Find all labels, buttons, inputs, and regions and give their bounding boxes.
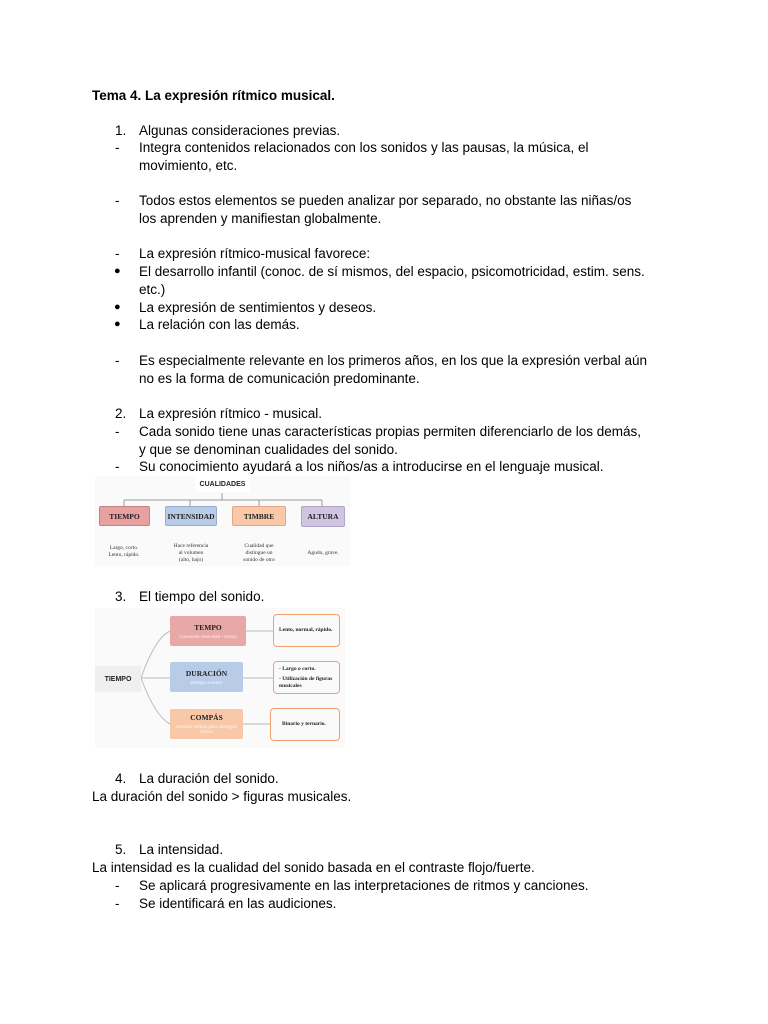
dash-marker: - (115, 140, 120, 155)
duracion-detail-line: musicales (279, 682, 302, 689)
section-3-heading: El tiempo del sonido. (139, 589, 265, 604)
intensidad-desc-line: (alto, bajo) (178, 557, 204, 563)
intensidad-node: INTENSIDAD (165, 506, 217, 526)
timbre-desc-line: distingue un (245, 550, 273, 556)
tiempo-root-node: TIEMPO (95, 666, 141, 692)
tiempo-desc-line: Lento, rápido. (108, 552, 140, 558)
dash-marker: - (115, 896, 120, 911)
duracion-sublabel: (tiempo sonido) (190, 680, 223, 686)
paragraph-line: La duración del sonido > figuras musicales. (92, 789, 352, 804)
qualities-diagram (95, 476, 350, 566)
paragraph-line: Se aplicará progresivamente en las interpretaciones de ritmos y canciones. (139, 878, 589, 893)
compas-label: COMPÁS (190, 713, 223, 722)
tempo-label: TEMPO (194, 622, 222, 632)
dash-marker: - (115, 246, 120, 261)
paragraph-line: los aprenden y manifiestan globalmente. (139, 211, 382, 226)
bullet-text: La relación con las demás. (139, 317, 300, 332)
bullet-text: etc.) (139, 282, 166, 297)
paragraph-line: Cada sonido tiene unas características propias permiten diferenciarlo de los demás, (139, 424, 642, 439)
timbre-desc (230, 543, 288, 564)
paragraph-line: y que se denominan cualidades del sonido. (139, 442, 398, 457)
tempo-sublabel: (variación velocidad - ritmo) (179, 634, 237, 640)
duracion-detail-line: - Utilización de figuras (279, 675, 333, 682)
section-1-number: 1. (115, 123, 127, 138)
duracion-detail-line: - Largo o corto. (279, 665, 316, 672)
bullet-marker: ● (114, 265, 121, 277)
dash-marker: - (115, 353, 120, 368)
compas-detail: Binario y ternario. (282, 721, 326, 727)
tiempo-node: TIEMPO (99, 506, 150, 526)
altura-desc: Agudo, grave. (307, 550, 339, 556)
timbre-desc-line: Cualidad que (244, 543, 274, 549)
section-4-heading: La duración del sonido. (139, 771, 279, 786)
paragraph-line: Se identificará en las audiciones. (139, 896, 337, 911)
section-5-heading: La intensidad. (139, 842, 224, 857)
bullet-text: El desarrollo infantil (conoc. de sí mismos, del espacio, psicomotricidad, estim. sens. (139, 264, 645, 279)
paragraph-line: Su conocimiento ayudará a los niños/as a introducirse en el lenguaje musical. (139, 459, 604, 474)
section-1-heading: Algunas consideraciones previas. (139, 123, 341, 138)
duracion-label: DURACIÓN (185, 668, 228, 678)
section-2-number: 2. (115, 406, 127, 421)
section-4-number: 4. (115, 771, 127, 786)
tiempo-diagram (95, 608, 345, 748)
bullet-marker: ● (114, 301, 121, 313)
paragraph-line: Todos estos elementos se pueden analizar por separado, no obstante las niñas/os (139, 193, 632, 208)
tiempo-desc-line: Largo, corto. (109, 545, 139, 551)
section-2-heading: La expresión rítmico - musical. (139, 406, 323, 421)
paragraph-line: La intensidad es la cualidad del sonido basada en el contraste flojo/fuerte. (92, 860, 535, 875)
compas-node (170, 709, 243, 739)
dash-marker: - (115, 878, 120, 893)
section-3-number: 3. (115, 589, 127, 604)
qualities-root-node: CUALIDADES (195, 476, 250, 492)
bullet-text: La expresión de sentimientos y deseos. (139, 300, 377, 315)
duracion-node (170, 662, 243, 692)
compas-detail-box (270, 708, 340, 741)
duracion-detail-box (273, 661, 340, 694)
paragraph-line: La expresión rítmico-musical favorece: (139, 246, 371, 261)
tempo-node (170, 616, 246, 646)
paragraph-line: Integra contenidos relacionados con los sonidos y las pausas, la música, el (139, 140, 589, 155)
tempo-detail: Lento, normal, rápido. (279, 627, 333, 633)
timbre-desc-line: sonido de otro (243, 557, 275, 563)
dash-marker: - (115, 193, 120, 208)
bullet-marker: ● (114, 318, 121, 330)
section-5-number: 5. (115, 842, 127, 857)
paragraph-line: movimiento, etc. (139, 158, 238, 173)
altura-node: ALTURA (301, 506, 345, 527)
intensidad-desc-line: al volumen (178, 550, 204, 556)
dash-marker: - (115, 424, 120, 439)
compas-sublabel: (medida tiempo para distinguir ritmo) (175, 725, 238, 735)
tempo-detail-box (273, 614, 340, 647)
paragraph-line: Es especialmente relevante en los primeros años, en los que la expresión verbal aún (139, 353, 648, 368)
tiempo-desc (95, 545, 153, 559)
paragraph-line: no es la forma de comunicación predominante. (139, 371, 420, 386)
intensidad-desc-line: Hace referencia (173, 543, 209, 549)
timbre-node: TIMBRE (232, 506, 286, 526)
document-title: Tema 4. La expresión rítmico musical. (92, 88, 335, 103)
intensidad-desc (161, 543, 221, 564)
dash-marker: - (115, 459, 120, 474)
